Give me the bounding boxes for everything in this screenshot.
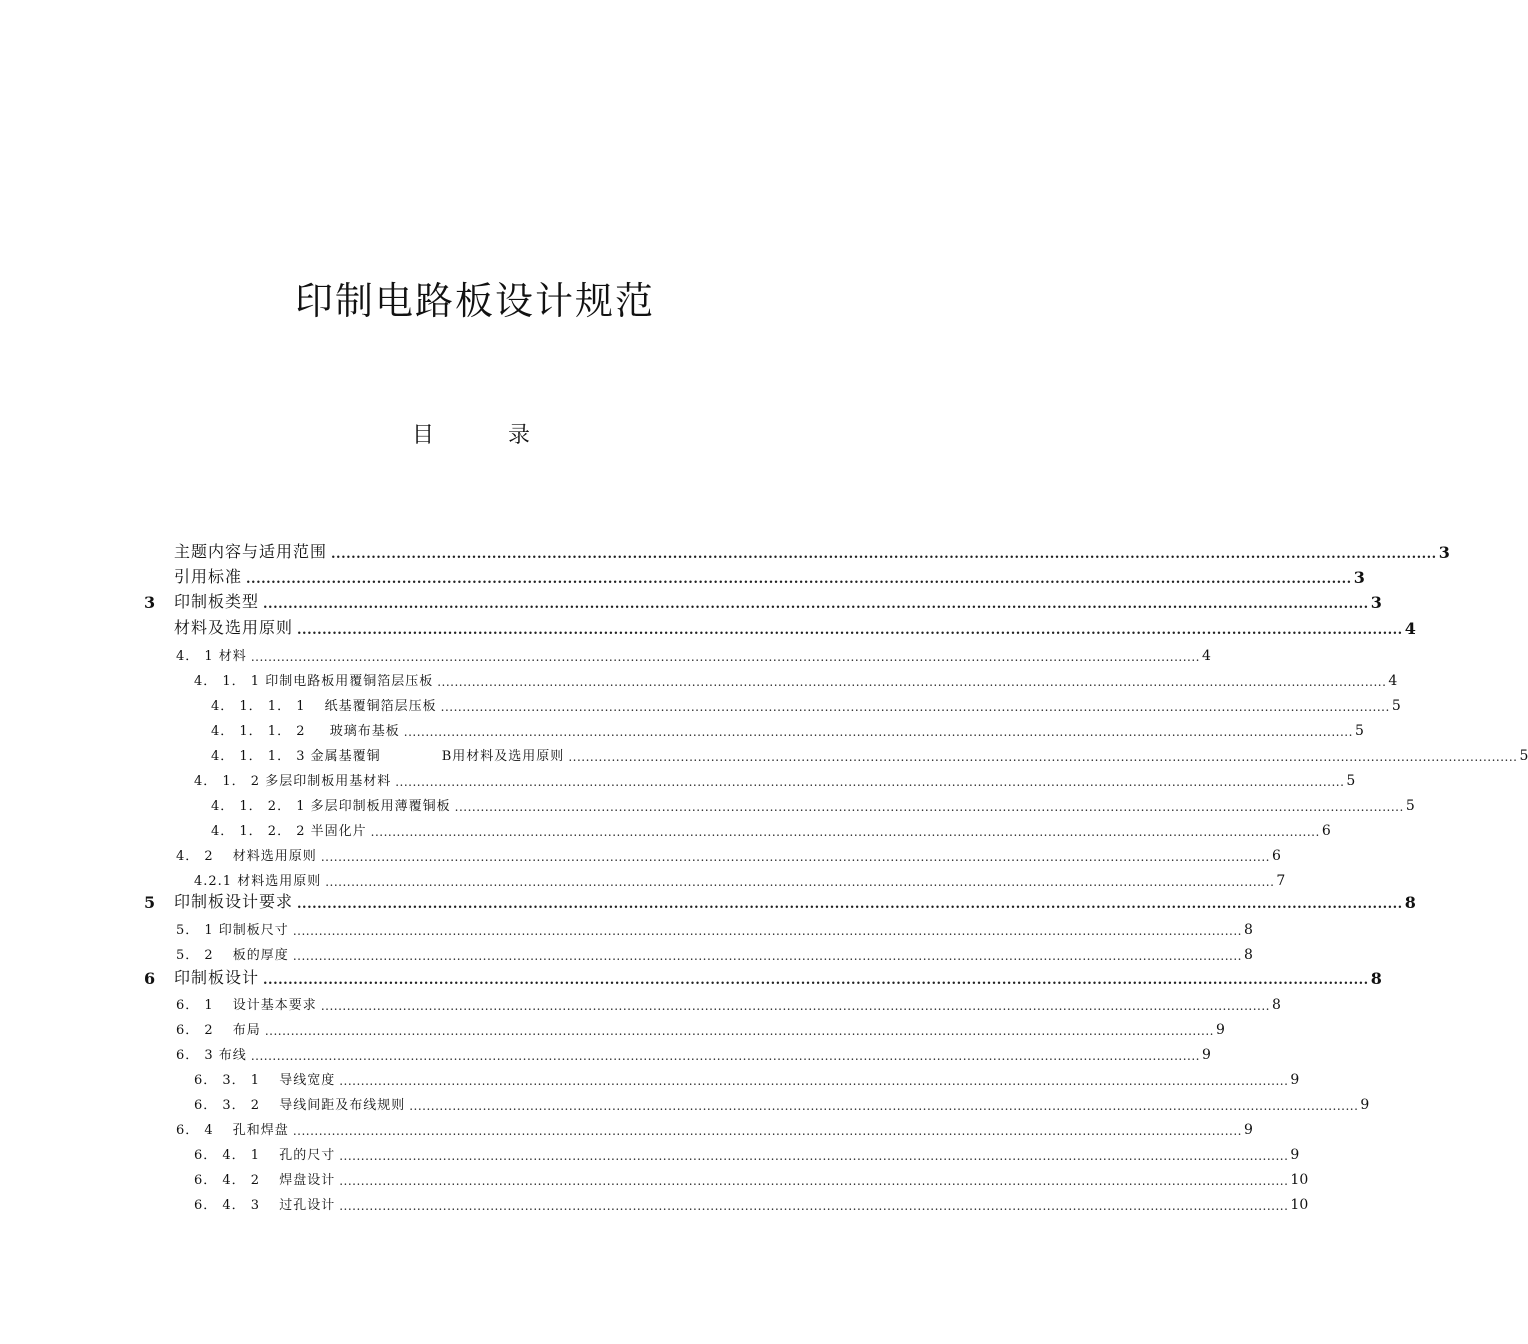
toc-entry-page: 8 xyxy=(1272,997,1281,1013)
toc-entry-page: 8 xyxy=(1370,969,1382,988)
toc-entry-label: 6． 4． 2 焊盘设计 xyxy=(194,1173,336,1188)
document-title: 印制电路板设计规范 xyxy=(294,279,655,323)
toc-dot-leader: ............................................................................................................................................................................................................................ xyxy=(264,1024,1214,1038)
toc-entry[interactable] xyxy=(174,616,1416,638)
toc-dot-leader: ............................................................................................................................................................................................................................ xyxy=(437,675,1387,689)
toc-entry-label: 5． 2 板的厚度 xyxy=(176,948,289,963)
toc-entry[interactable] xyxy=(211,742,1528,764)
toc-entry-page: 4 xyxy=(1388,673,1398,689)
toc-entry-page: 7 xyxy=(1276,873,1286,889)
toc-entry-label: 6． 4 孔和焊盘 xyxy=(176,1123,289,1138)
toc-dot-leader: ............................................................................................................................................................................................................................ xyxy=(297,623,1403,638)
toc-entry-page: 6 xyxy=(1272,848,1281,864)
toc-entry[interactable] xyxy=(176,842,1281,864)
toc-entry-label: 4． 1． 2 多层印制板用基材料 xyxy=(194,774,392,789)
contents-heading-char-1: 目 xyxy=(412,423,435,448)
toc-dot-leader: ............................................................................................................................................................................................................................ xyxy=(395,775,1345,789)
toc-entry[interactable] xyxy=(144,890,1416,912)
toc-dot-leader: ............................................................................................................................................................................................................................ xyxy=(568,750,1518,764)
toc-entry-page: 9 xyxy=(1290,1072,1300,1088)
toc-entry-number: 5 xyxy=(144,893,156,912)
toc-entry[interactable] xyxy=(194,767,1356,789)
toc-entry-label: 6． 4． 3 过孔设计 xyxy=(194,1198,336,1213)
toc-entry[interactable] xyxy=(211,817,1331,839)
toc-entry-page: 4 xyxy=(1202,648,1211,664)
toc-entry-label: 6． 3 布线 xyxy=(176,1048,247,1063)
toc-dot-leader: ............................................................................................................................................................................................................................ xyxy=(339,1199,1289,1213)
toc-entry-page: 3 xyxy=(1370,593,1382,612)
toc-entry-page: 9 xyxy=(1360,1097,1370,1113)
toc-entry[interactable] xyxy=(176,1116,1253,1138)
toc-entry[interactable] xyxy=(211,792,1415,814)
toc-entry-page: 8 xyxy=(1244,947,1253,963)
toc-dot-leader: ............................................................................................................................................................................................................................ xyxy=(339,1074,1289,1088)
toc-dot-leader: ............................................................................................................................................................................................................................ xyxy=(263,973,1369,988)
toc-entry[interactable] xyxy=(176,916,1253,938)
toc-dot-leader: ............................................................................................................................................................................................................................ xyxy=(292,924,1242,938)
toc-entry[interactable] xyxy=(176,1041,1211,1063)
toc-dot-leader: ............................................................................................................................................................................................................................ xyxy=(325,875,1275,889)
toc-entry-number: 3 xyxy=(144,593,156,612)
toc-entry-page: 5 xyxy=(1519,748,1528,764)
toc-entry[interactable] xyxy=(176,1016,1225,1038)
toc-entry-label: 4． 2 材料选用原则 xyxy=(176,849,317,864)
toc-entry-page: 10 xyxy=(1290,1172,1309,1188)
toc-entry-page: 3 xyxy=(1353,568,1365,587)
toc-entry-page: 5 xyxy=(1405,798,1415,814)
toc-entry[interactable] xyxy=(174,540,1450,562)
toc-entry-page: 6 xyxy=(1321,823,1331,839)
toc-entry-label: 6． 4． 1 孔的尺寸 xyxy=(194,1148,336,1163)
toc-entry-label: 4． 1 材料 xyxy=(176,649,247,664)
toc-entry[interactable] xyxy=(144,966,1382,988)
toc-entry[interactable] xyxy=(174,565,1365,587)
toc-dot-leader: ............................................................................................................................................................................................................................ xyxy=(297,897,1403,912)
toc-entry-label: 材料及选用原则 xyxy=(174,618,294,637)
toc-entry-label: 4.2.1 材料选用原则 xyxy=(194,874,322,889)
toc-dot-leader: ............................................................................................................................................................................................................................ xyxy=(454,800,1404,814)
toc-entry-label: 6． 2 布局 xyxy=(176,1023,261,1038)
toc-entry-page: 9 xyxy=(1290,1147,1300,1163)
toc-entry-label: 4． 1． 2． 1 多层印制板用薄覆铜板 xyxy=(211,799,451,814)
toc-dot-leader: ............................................................................................................................................................................................................................ xyxy=(440,700,1390,714)
toc-entry-label: 4． 1． 1． 3 金属基覆铜 B用材料及选用原则 xyxy=(211,749,565,764)
toc-entry-label: 6． 3． 2 导线间距及布线规则 xyxy=(194,1098,406,1113)
contents-heading-char-2: 录 xyxy=(508,423,531,448)
toc-entry-page: 9 xyxy=(1202,1047,1211,1063)
toc-entry[interactable] xyxy=(194,667,1398,689)
toc-entry-page: 5 xyxy=(1391,698,1401,714)
toc-dot-leader: ............................................................................................................................................................................................................................ xyxy=(263,597,1369,612)
toc-entry-label: 主题内容与适用范围 xyxy=(174,542,328,561)
toc-dot-leader: ............................................................................................................................................................................................................................ xyxy=(250,650,1200,664)
toc-dot-leader: ............................................................................................................................................................................................................................ xyxy=(331,547,1437,562)
toc-entry[interactable] xyxy=(194,1191,1309,1213)
toc-entry[interactable] xyxy=(176,941,1253,963)
toc-entry[interactable] xyxy=(194,1166,1309,1188)
toc-entry-label: 5． 1 印制板尺寸 xyxy=(176,923,289,938)
toc-entry-label: 印制板设计要求 xyxy=(174,892,294,911)
toc-entry[interactable] xyxy=(144,590,1382,612)
toc-dot-leader: ............................................................................................................................................................................................................................ xyxy=(320,999,1270,1013)
toc-entry-number: 6 xyxy=(144,969,156,988)
toc-entry-page: 5 xyxy=(1346,773,1356,789)
toc-entry[interactable] xyxy=(194,867,1286,889)
toc-entry-label: 引用标准 xyxy=(174,567,243,586)
toc-entry[interactable] xyxy=(211,717,1364,739)
toc-dot-leader: ............................................................................................................................................................................................................................ xyxy=(320,850,1270,864)
toc-entry[interactable] xyxy=(176,642,1211,664)
toc-dot-leader: ............................................................................................................................................................................................................................ xyxy=(403,725,1353,739)
toc-entry-label: 4． 1． 1． 1 纸基覆铜箔层压板 xyxy=(211,699,437,714)
toc-entry[interactable] xyxy=(194,1091,1370,1113)
toc-entry-page: 8 xyxy=(1404,893,1416,912)
toc-entry-page: 10 xyxy=(1290,1197,1309,1213)
toc-entry-label: 印制板类型 xyxy=(174,592,260,611)
toc-dot-leader: ............................................................................................................................................................................................................................ xyxy=(292,949,1242,963)
toc-dot-leader: ............................................................................................................................................................................................................................ xyxy=(339,1149,1289,1163)
toc-entry-label: 4． 1． 1 印制电路板用覆铜箔层压板 xyxy=(194,674,434,689)
toc-entry-page: 9 xyxy=(1216,1022,1225,1038)
toc-entry-page: 9 xyxy=(1244,1122,1253,1138)
toc-entry-label: 4． 1． 2． 2 半固化片 xyxy=(211,824,367,839)
toc-entry[interactable] xyxy=(176,991,1281,1013)
toc-entry-page: 4 xyxy=(1404,619,1416,638)
toc-dot-leader: ............................................................................................................................................................................................................................ xyxy=(339,1174,1289,1188)
toc-dot-leader: ............................................................................................................................................................................................................................ xyxy=(370,825,1320,839)
toc-entry-label: 6． 1 设计基本要求 xyxy=(176,998,317,1013)
toc-entry-page: 8 xyxy=(1244,922,1253,938)
toc-entry-page: 5 xyxy=(1354,723,1364,739)
toc-entry[interactable] xyxy=(194,1141,1300,1163)
toc-entry-label: 4． 1． 1． 2 玻璃布基板 xyxy=(211,724,400,739)
toc-entry-page: 3 xyxy=(1438,543,1450,562)
toc-entry-label: 6． 3． 1 导线宽度 xyxy=(194,1073,336,1088)
toc-dot-leader: ............................................................................................................................................................................................................................ xyxy=(292,1124,1242,1138)
toc-entry-label: 印制板设计 xyxy=(174,968,260,987)
toc-dot-leader: ............................................................................................................................................................................................................................ xyxy=(250,1049,1200,1063)
toc-dot-leader: ............................................................................................................................................................................................................................ xyxy=(409,1099,1359,1113)
toc-dot-leader: ............................................................................................................................................................................................................................ xyxy=(246,572,1352,587)
toc-entry[interactable] xyxy=(194,1066,1300,1088)
toc-entry[interactable] xyxy=(211,692,1401,714)
